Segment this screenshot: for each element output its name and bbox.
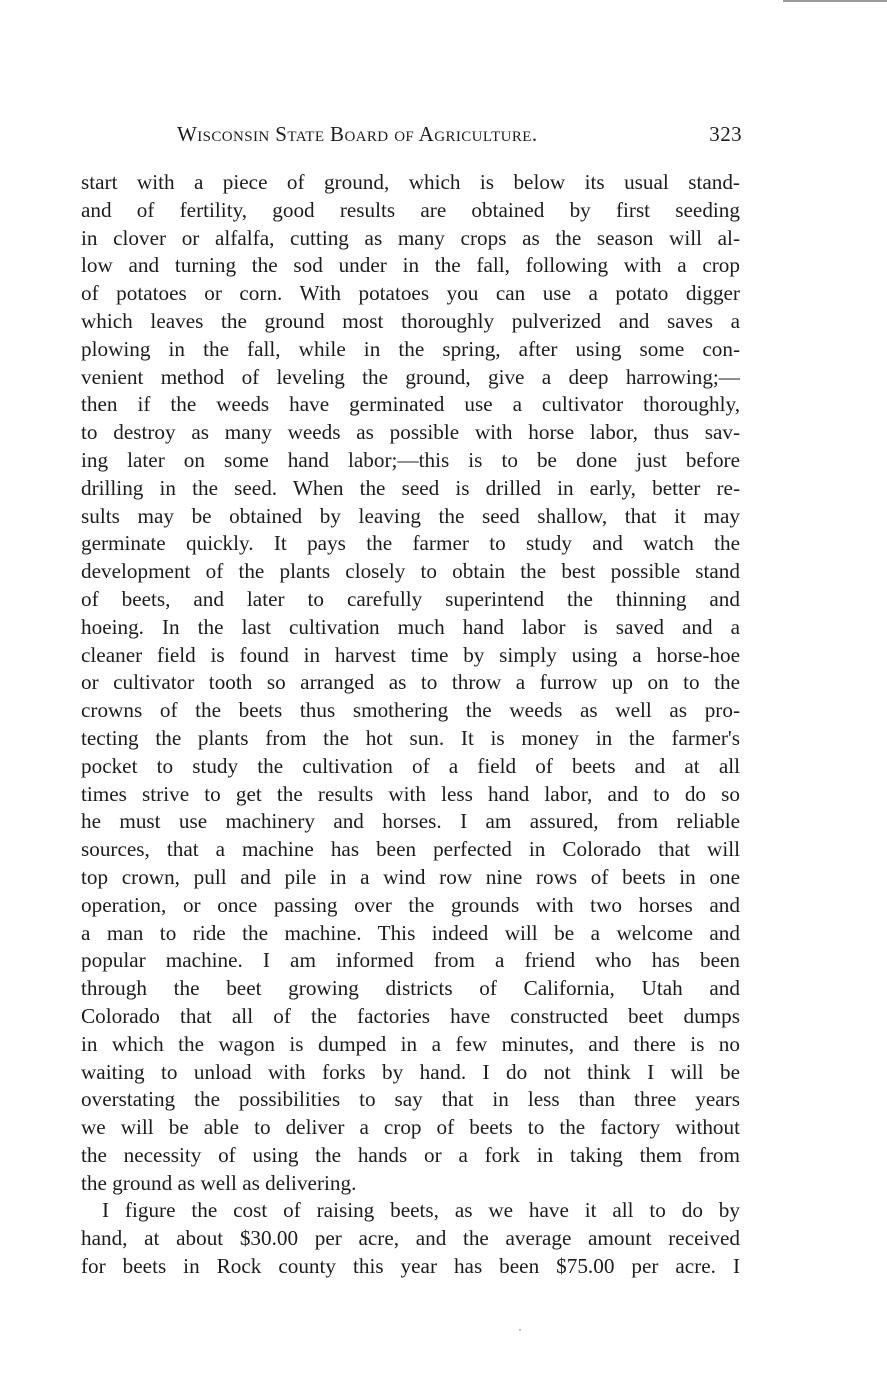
text-line: top crown, pull and pile in a wind row nine rows of beets in one bbox=[81, 864, 740, 889]
text-line: hoeing. In the last cultivation much hand labor is saved and a bbox=[81, 614, 740, 639]
paragraph-1 bbox=[81, 169, 740, 1197]
text-line: low and turning the sod under in the fall, following with a crop bbox=[81, 253, 740, 278]
text-line: and of fertility, good results are obtained by first seeding bbox=[81, 197, 740, 222]
text-line: for beets in Rock county this year has been $75.00 per acre. I bbox=[81, 1254, 740, 1279]
text-line: Colorado that all of the factories have constructed beet dumps bbox=[81, 1003, 740, 1028]
text-line: popular machine. I am informed from a friend who has been bbox=[81, 948, 740, 973]
page-header bbox=[177, 119, 742, 149]
text-line: operation, or once passing over the grounds with two horses and bbox=[81, 892, 740, 917]
text-line: waiting to unload with forks by hand. I do not think I will be bbox=[81, 1059, 740, 1084]
text-line: then if the weeds have germinated use a cultivator thoroughly, bbox=[81, 392, 740, 417]
text-line: times strive to get the results with less hand labor, and to do so bbox=[81, 781, 740, 806]
text-line: development of the plants closely to obtain the best possible stand bbox=[81, 559, 740, 584]
text-line: in which the wagon is dumped in a few minutes, and there is no bbox=[81, 1031, 740, 1056]
body-text bbox=[81, 169, 740, 1281]
text-line: cleaner field is found in harvest time by simply using a horse-hoe bbox=[81, 642, 740, 667]
text-line: through the beet growing districts of California, Utah and bbox=[81, 976, 740, 1001]
text-line: in clover or alfalfa, cutting as many crops as the season will al- bbox=[81, 225, 740, 250]
paper-speck bbox=[519, 1329, 521, 1331]
text-line: pocket to study the cultivation of a field of beets and at all bbox=[81, 753, 740, 778]
text-line: crowns of the beets thus smothering the weeds as well as pro- bbox=[81, 698, 740, 723]
text-line: a man to ride the machine. This indeed will be a welcome and bbox=[81, 920, 740, 945]
text-line: hand, at about $30.00 per acre, and the average amount received bbox=[81, 1226, 740, 1251]
text-line: venient method of leveling the ground, give a deep harrowing;— bbox=[81, 364, 740, 389]
text-line: he must use machinery and horses. I am assured, from reliable bbox=[81, 809, 740, 834]
text-line: of beets, and later to carefully superintend the thinning and bbox=[81, 586, 740, 611]
text-line: sults may be obtained by leaving the seed shallow, that it may bbox=[81, 503, 740, 528]
text-line: drilling in the seed. When the seed is drilled in early, better re- bbox=[81, 475, 740, 500]
text-line: I figure the cost of raising beets, as we have it all to do by bbox=[102, 1198, 740, 1223]
paragraph-2 bbox=[81, 1197, 740, 1280]
top-edge-rule bbox=[783, 0, 887, 2]
text-line: of potatoes or corn. With potatoes you can use a potato digger bbox=[81, 281, 740, 306]
running-head: Wisconsin State Board of Agriculture. bbox=[177, 122, 538, 146]
text-line: the necessity of using the hands or a fork in taking them from bbox=[81, 1142, 740, 1167]
text-line: tecting the plants from the hot sun. It is money in the farmer's bbox=[81, 725, 740, 750]
text-line: germinate quickly. It pays the farmer to study and watch the bbox=[81, 531, 740, 556]
text-line: ing later on some hand labor;—this is to be done just before bbox=[81, 447, 740, 472]
text-line: plowing in the fall, while in the spring, after using some con- bbox=[81, 336, 740, 361]
page-number: 323 bbox=[709, 122, 742, 146]
text-line: or cultivator tooth so arranged as to throw a furrow up on to the bbox=[81, 670, 740, 695]
text-line: overstating the possibilities to say that in less than three years bbox=[81, 1087, 740, 1112]
text-line: the ground as well as delivering. bbox=[81, 1170, 357, 1195]
text-line: to destroy as many weeds as possible with horse labor, thus sav- bbox=[81, 420, 740, 445]
text-line: we will be able to deliver a crop of beets to the factory without bbox=[81, 1115, 740, 1140]
text-line: sources, that a machine has been perfected in Colorado that will bbox=[81, 837, 740, 862]
text-line: which leaves the ground most thoroughly pulverized and saves a bbox=[81, 308, 740, 333]
text-line: start with a piece of ground, which is below its usual stand- bbox=[81, 170, 740, 194]
